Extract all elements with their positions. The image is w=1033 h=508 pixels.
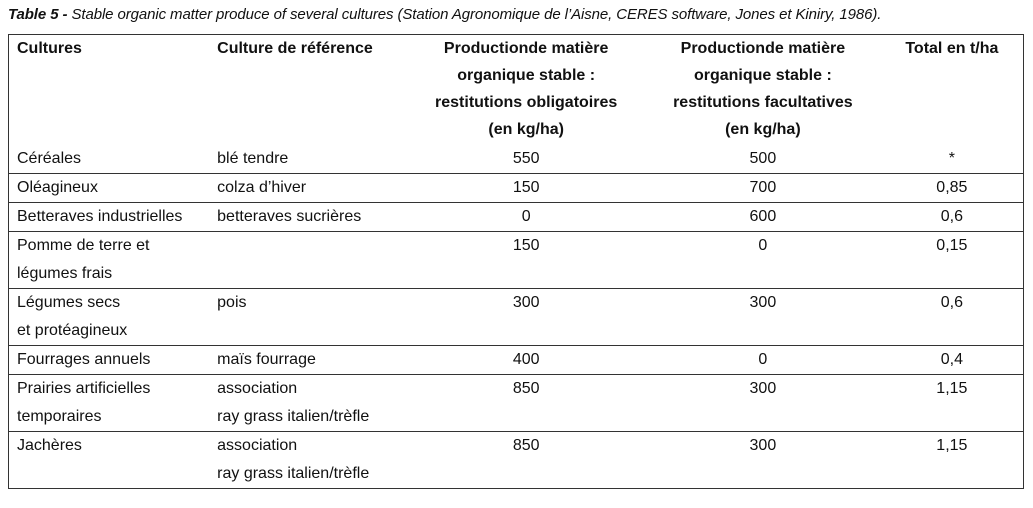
- header-line: restitutions obligatoires: [435, 94, 618, 111]
- cell-culture-line: Prairies artificielles: [17, 380, 151, 397]
- cell-reference: [217, 289, 407, 346]
- cell-culture: [9, 203, 218, 232]
- cell-reference-line: colza d’hiver: [217, 179, 307, 196]
- cell-obligatoires: 150: [407, 174, 645, 203]
- header-line: restitutions facultatives: [673, 94, 853, 111]
- cell-reference-line: maïs fourrage: [217, 351, 316, 368]
- header-line: organique stable :: [457, 67, 596, 84]
- cell-culture-line: légumes frais: [17, 265, 113, 282]
- table-row: [9, 174, 1024, 203]
- cell-culture-line: et protéagineux: [17, 322, 128, 339]
- cell-reference: [217, 346, 407, 375]
- cell-obligatoires: 400: [407, 346, 645, 375]
- cell-culture-line: Céréales: [17, 150, 82, 167]
- header-total: Total en t/ha: [905, 40, 999, 57]
- table-row: [9, 203, 1024, 232]
- cell-culture-line: Jachères: [17, 437, 82, 454]
- cell-obligatoires: 850: [407, 375, 645, 432]
- cell-reference: [217, 232, 407, 289]
- cell-total: *: [948, 150, 955, 167]
- header-facultatives: [645, 35, 881, 146]
- cell-culture: [9, 174, 218, 203]
- cell-reference: [217, 145, 407, 174]
- cell-obligatoires: 0: [407, 203, 645, 232]
- table-caption: [8, 6, 881, 23]
- cell-reference-line: ray grass italien/trèfle: [217, 408, 370, 425]
- cell-total: 0,4: [881, 346, 1024, 375]
- cell-culture: [9, 375, 218, 432]
- cell-reference-line: association: [217, 437, 298, 454]
- cell-obligatoires: 550: [512, 150, 540, 167]
- cell-culture: [9, 432, 218, 489]
- table-row: [9, 432, 1024, 489]
- table-body: [9, 145, 1024, 489]
- cell-facultatives: 0: [645, 346, 881, 375]
- cell-total: 1,15: [881, 432, 1024, 489]
- table-row: [9, 232, 1024, 289]
- cell-reference-line: pois: [217, 294, 247, 311]
- data-table: [8, 34, 1024, 489]
- table-row: [9, 289, 1024, 346]
- caption-text: Stable organic matter produce of several cultures (Station Agronomique de l’Aisne, CERES software, Jones et Kiniry, 1986).: [71, 6, 882, 23]
- cell-facultatives: 700: [645, 174, 881, 203]
- cell-culture: [9, 289, 218, 346]
- header-line: organique stable :: [693, 67, 832, 84]
- cell-reference-line: betteraves sucrières: [217, 208, 362, 225]
- header-line: Productionde matière: [443, 40, 609, 57]
- caption-label: Table 5 -: [8, 6, 68, 23]
- header-obligatoires: [407, 35, 645, 146]
- cell-total: 1,15: [881, 375, 1024, 432]
- header-reference: Culture de référence: [217, 40, 373, 57]
- cell-facultatives: 600: [645, 203, 881, 232]
- cell-culture: [9, 232, 218, 289]
- cell-reference: [217, 203, 407, 232]
- cell-reference-line: blé tendre: [217, 150, 289, 167]
- cell-reference-line: ray grass italien/trèfle: [217, 465, 370, 482]
- table-row: [9, 346, 1024, 375]
- cell-obligatoires: 300: [407, 289, 645, 346]
- cell-culture: [9, 145, 218, 174]
- table-row: [9, 375, 1024, 432]
- table-row: [9, 145, 1024, 174]
- header-line: Productionde matière: [680, 40, 846, 57]
- cell-culture-line: Pomme de terre et: [17, 237, 150, 254]
- header-row: [9, 35, 1024, 146]
- cell-culture-line: Betteraves industrielles: [17, 208, 183, 225]
- cell-facultatives: 500: [749, 150, 777, 167]
- cell-total: 0,85: [881, 174, 1024, 203]
- cell-culture-line: Oléagineux: [17, 179, 98, 196]
- cell-culture-line: Fourrages annuels: [17, 351, 151, 368]
- cell-reference: [217, 174, 407, 203]
- cell-reference: [217, 432, 407, 489]
- cell-facultatives: 0: [645, 232, 881, 289]
- header-line: (en kg/ha): [725, 121, 801, 138]
- header-cultures: Cultures: [17, 40, 82, 57]
- cell-obligatoires: 150: [407, 232, 645, 289]
- cell-total: 0,6: [881, 203, 1024, 232]
- cell-culture: [9, 346, 218, 375]
- cell-reference-line: association: [217, 380, 298, 397]
- cell-culture-line: temporaires: [17, 408, 102, 425]
- cell-obligatoires: 850: [407, 432, 645, 489]
- cell-facultatives: 300: [645, 432, 881, 489]
- cell-total: 0,15: [881, 232, 1024, 289]
- header-line: (en kg/ha): [488, 121, 564, 138]
- cell-facultatives: 300: [645, 375, 881, 432]
- cell-total: 0,6: [881, 289, 1024, 346]
- cell-facultatives: 300: [645, 289, 881, 346]
- cell-reference: [217, 375, 407, 432]
- cell-culture-line: Légumes secs: [17, 294, 121, 311]
